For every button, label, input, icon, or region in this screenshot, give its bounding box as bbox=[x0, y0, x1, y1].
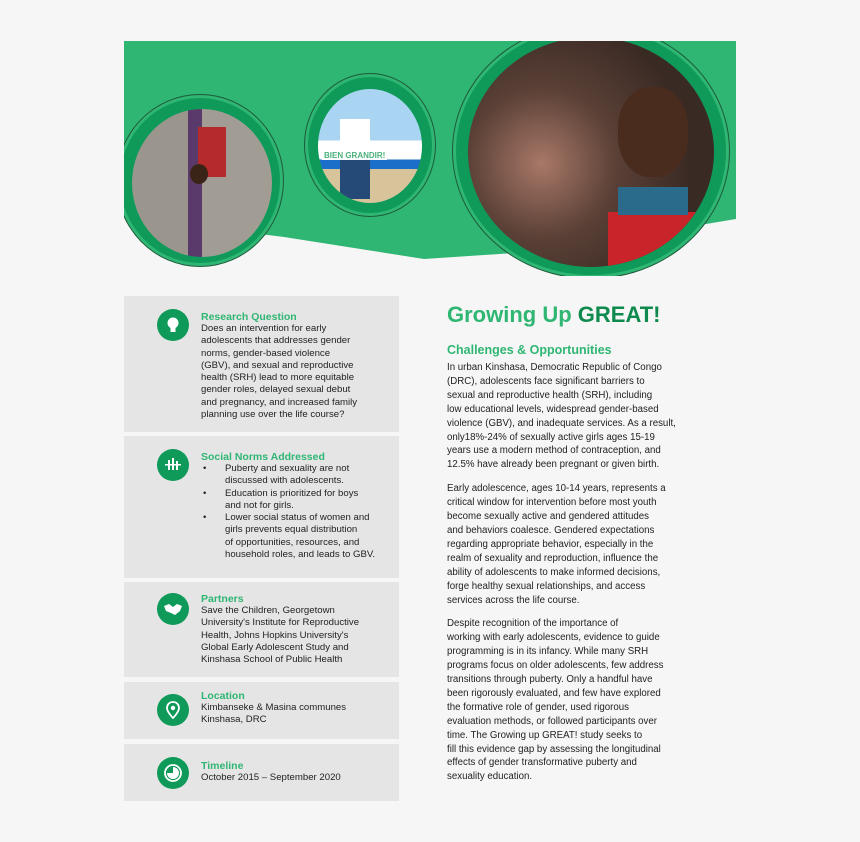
text-line: Kinshasa, DRC bbox=[201, 714, 267, 726]
text-line: time. The Growing up GREAT! study seeks to bbox=[447, 729, 643, 741]
text-line: become sexually active and gendered attitudes bbox=[447, 511, 649, 523]
social-norms-panel bbox=[124, 436, 399, 578]
text-line: (GBV), and sexual and reproductive bbox=[201, 359, 354, 371]
panel-body bbox=[201, 772, 341, 784]
text-line: years use a modern method of contraception, and bbox=[447, 445, 661, 457]
title-part: Growing Up bbox=[447, 302, 578, 327]
text-line: working with early adolescents, evidence to guide bbox=[447, 632, 660, 644]
text-line: and pregnancy, and increased family bbox=[201, 396, 358, 408]
text-line: (DRC), adolescents face significant barriers to bbox=[447, 375, 645, 387]
partners-panel bbox=[124, 582, 399, 677]
panel-body bbox=[201, 323, 357, 421]
text-line: In urban Kinshasa, Democratic Republic of Congo bbox=[447, 362, 662, 373]
location-text bbox=[201, 690, 346, 727]
panel-title: Research Question bbox=[201, 311, 297, 323]
panel-title: Timeline bbox=[201, 760, 244, 772]
text-line: Kimbanseke & Masina communes bbox=[201, 702, 347, 713]
text-line: fill this evidence gap by assessing the longitudinal bbox=[447, 743, 661, 755]
text-line: evaluation methods, or followed participants over bbox=[447, 715, 658, 727]
text-line: • Education is prioritized for boys bbox=[225, 487, 359, 499]
text-line: health (SRH) lead to more equitable bbox=[201, 372, 355, 384]
text-line: sexuality education. bbox=[447, 771, 533, 783]
text-line: violence (GBV), and inadequate services. As a result, bbox=[447, 417, 676, 429]
photo-girl-portrait bbox=[468, 41, 714, 267]
paragraph bbox=[447, 361, 692, 472]
list-item bbox=[201, 512, 375, 561]
panel-body bbox=[201, 702, 346, 727]
text-line: girls prevents equal distribution bbox=[225, 524, 358, 536]
people-scale-icon bbox=[157, 449, 189, 481]
text-line: Kinshasa School of Public Health bbox=[201, 654, 343, 666]
text-line: of opportunities, resources, and bbox=[225, 536, 360, 548]
text-line: University's Institute for Reproductive bbox=[201, 617, 360, 629]
text-line: transitions through puberty. Only a handful have bbox=[447, 674, 653, 686]
text-line: sexual and reproductive health (SRH), including bbox=[447, 389, 653, 401]
social-norms-list bbox=[201, 463, 375, 561]
lightbulb-icon bbox=[157, 309, 189, 341]
text-line: planning use over the life course? bbox=[201, 409, 345, 421]
text-line: Save the Children, Georgetown bbox=[201, 605, 335, 616]
text-line: low educational levels, widespread gender-based bbox=[447, 403, 659, 415]
text-line: Early adolescence, ages 10-14 years, represents a bbox=[447, 483, 666, 495]
text-line: gender roles, delayed sexual debut bbox=[201, 384, 351, 396]
illustration-students bbox=[318, 89, 422, 203]
location-panel bbox=[124, 682, 399, 739]
text-line: and behaviors coalesce. Gendered expectations bbox=[447, 524, 655, 536]
bien-grandir-sign: BIEN GRANDIR! bbox=[324, 151, 386, 160]
text-line: Despite recognition of the importance of bbox=[447, 618, 619, 630]
body-text bbox=[447, 361, 692, 784]
text-line: critical window for intervention before most youth bbox=[447, 497, 657, 509]
text-line: and not for girls. bbox=[225, 499, 294, 511]
text-line: October 2015 – September 2020 bbox=[201, 772, 341, 783]
text-line: forge healthy sexual relationships, and access bbox=[447, 580, 646, 592]
text-line: household roles, and leads to GBV. bbox=[225, 549, 376, 561]
text-line: adolescents that addresses gender bbox=[201, 335, 351, 347]
text-line: services across the life course. bbox=[447, 594, 580, 606]
text-line: 12.5% have already been pregnant or given birth. bbox=[447, 459, 660, 471]
text-line: programs focus on older adolescents, few address bbox=[447, 660, 664, 672]
handshake-icon bbox=[157, 593, 189, 625]
text-line: Does an intervention for early bbox=[201, 323, 327, 334]
text-line: Global Early Adolescent Study and bbox=[201, 641, 349, 653]
page-title bbox=[447, 300, 692, 330]
timeline-panel bbox=[124, 744, 399, 801]
text-line: Health, Johns Hopkins University's bbox=[201, 629, 349, 641]
social-norms-text bbox=[201, 451, 375, 561]
partners-text bbox=[201, 593, 359, 666]
clock-icon bbox=[157, 757, 189, 789]
text-line: the formative role of gender, used rigorous bbox=[447, 701, 630, 713]
text-line: ability of adolescents to make informed decisions, bbox=[447, 566, 661, 578]
list-item bbox=[201, 463, 375, 488]
list-item bbox=[201, 488, 375, 513]
text-line: realm of sexuality and reproduction, influence the bbox=[447, 552, 659, 564]
panel-title: Partners bbox=[201, 593, 244, 605]
research-question-text bbox=[201, 311, 357, 421]
text-line: norms, gender-based violence bbox=[201, 347, 331, 359]
location-pin-icon bbox=[157, 694, 189, 726]
timeline-text bbox=[201, 760, 341, 784]
section-subtitle: Challenges & Opportunities bbox=[447, 343, 612, 357]
header-banner bbox=[124, 41, 736, 276]
title-great: GREAT! bbox=[577, 302, 661, 327]
main-content bbox=[447, 300, 692, 794]
panel-title: Location bbox=[201, 690, 245, 702]
text-line: discussed with adolescents. bbox=[225, 475, 344, 487]
text-line: only18%-24% of sexually active girls ages 15-19 bbox=[447, 431, 655, 443]
panel-title: Social Norms Addressed bbox=[201, 451, 325, 463]
panel-body bbox=[201, 605, 359, 666]
photo-boys-behind-wall bbox=[132, 109, 272, 257]
text-line: • Lower social status of women and bbox=[225, 512, 370, 524]
text-line: effects of gender transformative puberty and bbox=[447, 757, 637, 769]
text-line: programming is in its infancy. While many SRH bbox=[447, 646, 649, 658]
research-question-panel bbox=[124, 296, 399, 432]
text-line: • Puberty and sexuality are not bbox=[225, 463, 350, 474]
text-line: been rigorously evaluated, and few have explored bbox=[447, 687, 661, 699]
paragraph bbox=[447, 617, 692, 784]
text-line: regarding appropriate behavior, especially in the bbox=[447, 538, 654, 550]
paragraph bbox=[447, 482, 692, 607]
